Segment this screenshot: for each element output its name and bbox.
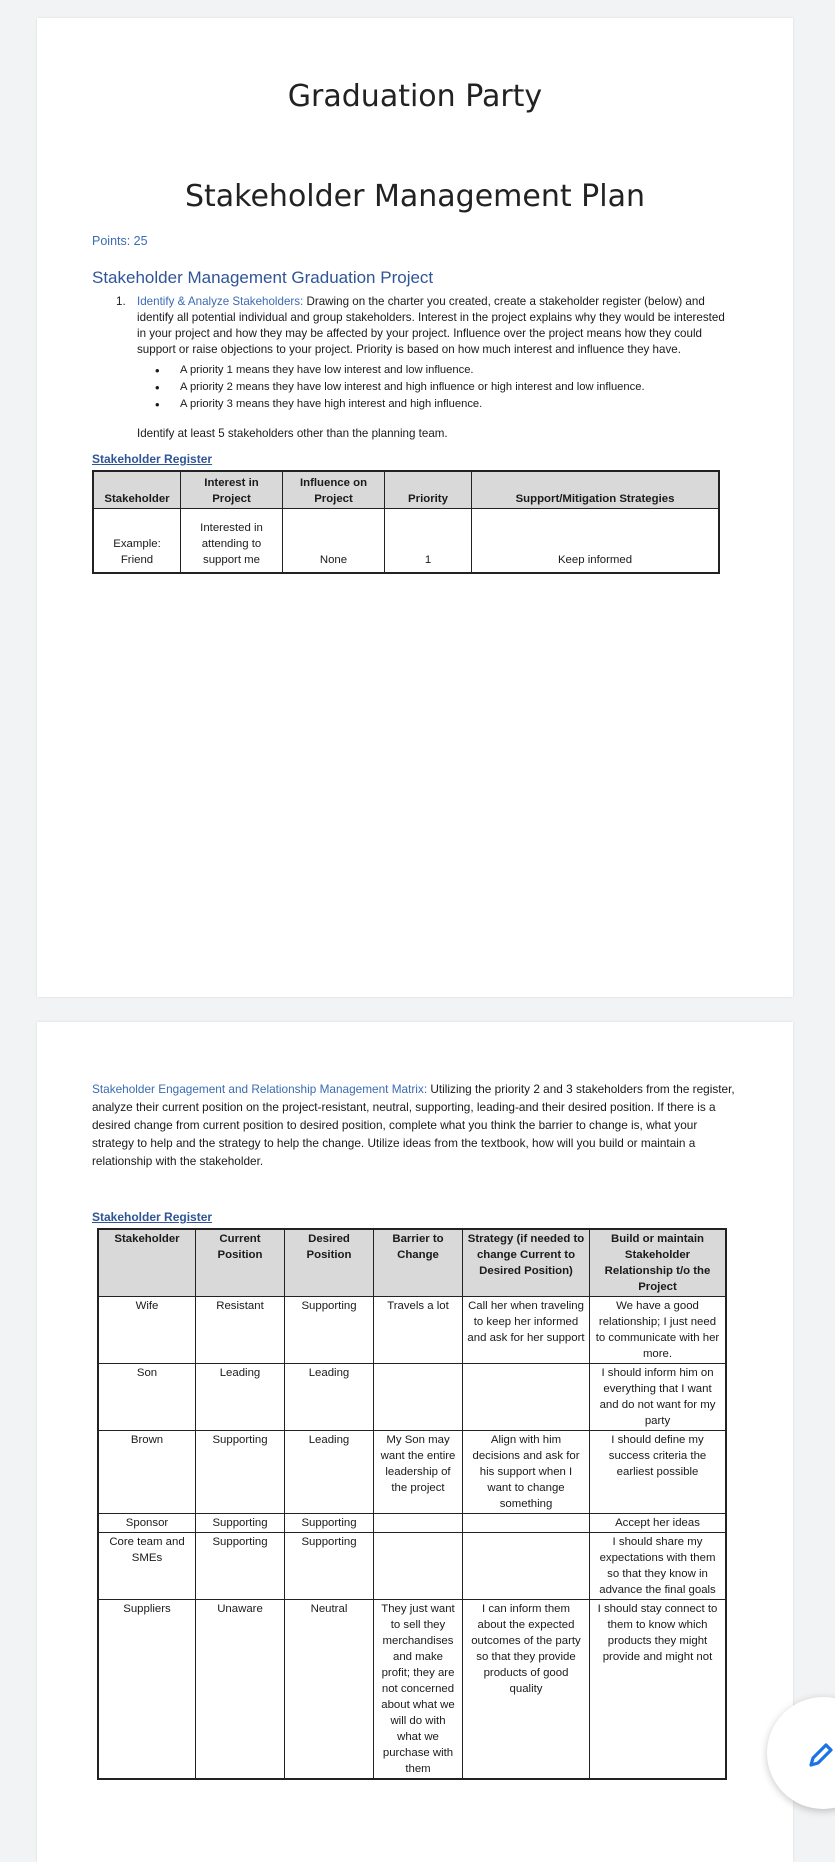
- table-cell: Interested in attending to support me: [181, 509, 283, 574]
- table-cell: Son: [98, 1364, 196, 1431]
- column-header: Support/Mitigation Strategies: [472, 471, 720, 509]
- table-cell: [463, 1533, 590, 1600]
- table-cell: Brown: [98, 1431, 196, 1514]
- task-number: 1.: [116, 295, 126, 308]
- document-page-2: [37, 1022, 793, 1862]
- table-cell: 1: [385, 509, 472, 574]
- table-cell: Leading: [285, 1431, 374, 1514]
- column-header: Stakeholder: [93, 471, 181, 509]
- table-header-row: [98, 1229, 726, 1297]
- table-row: [98, 1431, 726, 1514]
- pencil-icon: [807, 1741, 835, 1769]
- priority-bullet-list: [180, 362, 793, 413]
- column-header: Barrier to Change: [374, 1229, 463, 1297]
- register-label: Stakeholder Register: [92, 452, 213, 466]
- table-cell: Neutral: [285, 1600, 374, 1780]
- table-row: [98, 1364, 726, 1431]
- table-cell: Align with him decisions and ask for his support when I want to change something: [463, 1431, 590, 1514]
- table-cell: [374, 1514, 463, 1533]
- table-cell: Supporting: [196, 1514, 285, 1533]
- table-cell: Resistant: [196, 1297, 285, 1364]
- table-row: [98, 1600, 726, 1780]
- table-header-row: [93, 471, 719, 509]
- column-header: Build or maintain Stakeholder Relationship t/o the Project: [590, 1229, 727, 1297]
- table-cell: Sponsor: [98, 1514, 196, 1533]
- table-row: [98, 1514, 726, 1533]
- table-cell: Accept her ideas: [590, 1514, 727, 1533]
- table-cell: We have a good relationship; I just need to communicate with her more.: [590, 1297, 727, 1364]
- column-header: Strategy (if needed to change Current to Desired Position): [463, 1229, 590, 1297]
- task-lead: Identify & Analyze Stakeholders:: [137, 295, 304, 308]
- table-cell: Travels a lot: [374, 1297, 463, 1364]
- table-cell: I should stay connect to them to know which products they might provide and might not: [590, 1600, 727, 1780]
- table-cell: Core team and SMEs: [98, 1533, 196, 1600]
- table-cell: Suppliers: [98, 1600, 196, 1780]
- section-heading: Stakeholder Management Graduation Project: [92, 268, 434, 287]
- table-cell: None: [283, 509, 385, 574]
- matrix-intro-lead: Stakeholder Engagement and Relationship Management Matrix:: [92, 1082, 428, 1096]
- column-header: Desired Position: [285, 1229, 374, 1297]
- table-cell: [463, 1514, 590, 1533]
- column-header: Priority: [385, 471, 472, 509]
- table-cell: Unaware: [196, 1600, 285, 1780]
- document-page-1: [37, 18, 793, 997]
- list-item: • A priority 3 means they have high interest and high influence.: [180, 396, 793, 413]
- list-item: • A priority 2 means they have low interest and high influence or high interest and low influence.: [180, 379, 793, 396]
- matrix-intro-paragraph: [92, 1080, 735, 1170]
- table-cell: Supporting: [285, 1514, 374, 1533]
- table-cell: They just want to sell they merchandises and make profit; they are not concerned about what we will do with what we purchase with them: [374, 1600, 463, 1780]
- column-header: Interest in Project: [181, 471, 283, 509]
- table-cell: Leading: [196, 1364, 285, 1431]
- stakeholder-register-table: [92, 470, 720, 574]
- table-cell: I should define my success criteria the earliest possible: [590, 1431, 727, 1514]
- table-cell: I should share my expectations with them so that they know in advance the final goals: [590, 1533, 727, 1600]
- task-text: Drawing on the charter you created, create a stakeholder register (below) and identify all potential individual and group stakeholders. Interest in the project explains why they would be interested in your project and how they may be affected by your project. Influence over the project means how they could support or raise objections to your project. Priority is based on how much interest and influence they have.: [137, 295, 725, 356]
- table-row: [93, 509, 719, 574]
- column-header: Current Position: [196, 1229, 285, 1297]
- table-cell: I should inform him on everything that I want and do not want for my party: [590, 1364, 727, 1431]
- list-item: • A priority 1 means they have low interest and low influence.: [180, 362, 793, 379]
- register-label: Stakeholder Register: [92, 1210, 213, 1224]
- instruction-note: Identify at least 5 stakeholders other than the planning team.: [137, 427, 448, 440]
- column-header: Stakeholder: [98, 1229, 196, 1297]
- column-header: Influence on Project: [283, 471, 385, 509]
- table-cell: Keep informed: [472, 509, 720, 574]
- table-row: [98, 1297, 726, 1364]
- table-cell: [463, 1364, 590, 1431]
- table-cell: Supporting: [196, 1533, 285, 1600]
- table-cell: I can inform them about the expected outcomes of the party so that they provide products of good quality: [463, 1600, 590, 1780]
- table-row: [98, 1533, 726, 1600]
- matrix-intro-text: Utilizing the priority 2 and 3 stakeholders from the register, analyze their current position on the project-resistant, neutral, supporting, leading-and their desired position. If there is a desired change from current position to desired position, complete what you think the barrier to change is, what your strategy to help and the strategy to help the change. Utilize ideas from the textbook, how will you build or maintain a relationship with the stakeholder.: [92, 1082, 735, 1168]
- table-cell: My Son may want the entire leadership of the project: [374, 1431, 463, 1514]
- points-label: Points: 25: [92, 234, 148, 248]
- table-cell: Call her when traveling to keep her informed and ask for her support: [463, 1297, 590, 1364]
- table-cell: Supporting: [196, 1431, 285, 1514]
- task-paragraph: [116, 294, 727, 358]
- engagement-matrix-table: [97, 1228, 727, 1780]
- table-cell: Leading: [285, 1364, 374, 1431]
- table-cell: Supporting: [285, 1533, 374, 1600]
- table-cell: [374, 1364, 463, 1431]
- document-title-line-1: Graduation Party: [287, 79, 543, 114]
- table-cell: Supporting: [285, 1297, 374, 1364]
- table-cell: Example: Friend: [93, 509, 181, 574]
- table-cell: [374, 1533, 463, 1600]
- document-title-line-2: Stakeholder Management Plan: [184, 179, 645, 214]
- table-cell: Wife: [98, 1297, 196, 1364]
